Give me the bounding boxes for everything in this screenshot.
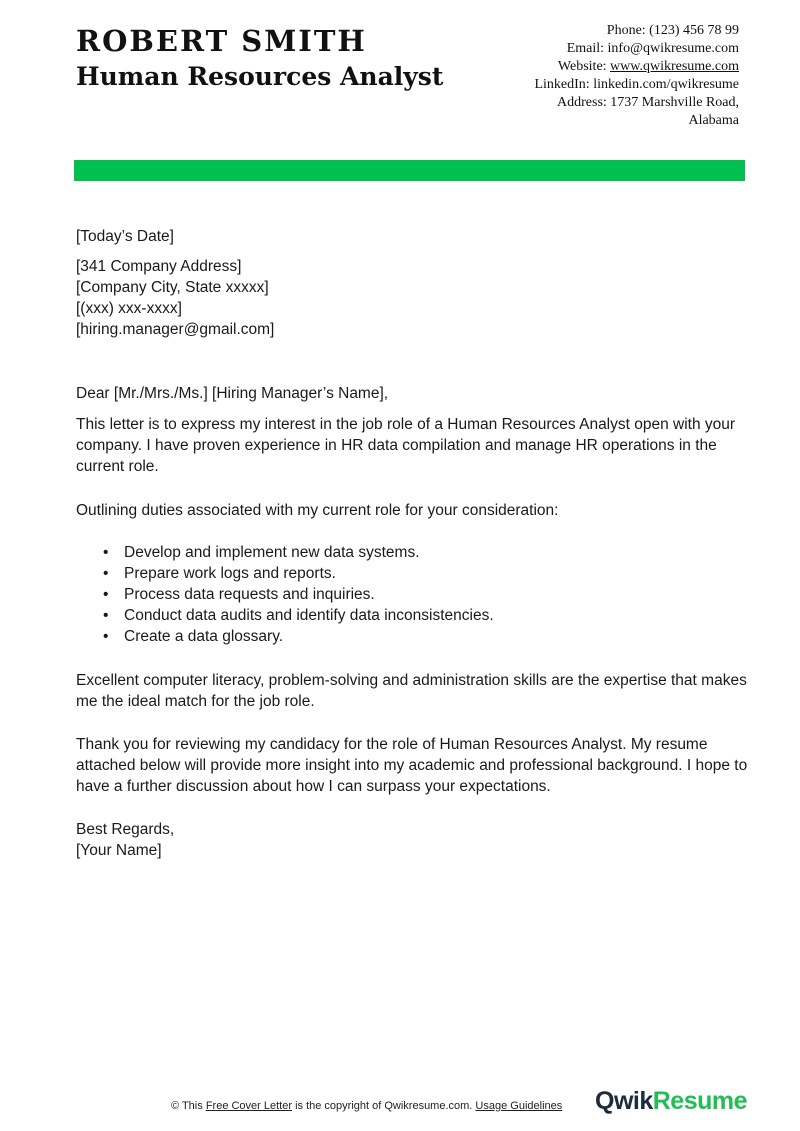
address-line1: Address: 1737 Marshville Road, <box>557 95 739 110</box>
address-line2: Alabama <box>688 113 739 128</box>
linkedin: LinkedIn: linkedin.com/qwikresume <box>534 77 739 92</box>
salutation: Dear [Mr./Mrs./Ms.] [Hiring Manager’s Name], <box>76 385 389 402</box>
paragraph-duties-intro: Outlining duties associated with my current role for your consideration: <box>76 502 559 519</box>
list-item: • Process data requests and inquiries. <box>76 584 756 605</box>
footer-text: is the copyright of Qwikresume.com. <box>292 1100 476 1112</box>
list-item: • Conduct data audits and identify data inconsistencies. <box>76 605 756 626</box>
usage-guidelines-link[interactable]: Usage Guidelines <box>475 1100 563 1112</box>
letter-date: [Today’s Date] <box>76 228 174 245</box>
recipient-line: [(xxx) xxx-xxxx] <box>76 300 182 317</box>
paragraph-intro: This letter is to express my interest in the job role of a Human Resources Analyst open with your company. I have proven experience in HR data compilation and manage HR operations in the current role. <box>76 416 736 475</box>
recipient-line: [Company City, State xxxxx] <box>76 279 269 296</box>
duties-list <box>76 542 756 647</box>
copyright-footer <box>171 1100 562 1112</box>
email: Email: info@qwikresume.com <box>566 41 739 56</box>
candidate-name: ROBERT SMITH <box>76 24 367 58</box>
phone: Phone: (123) 456 78 99 <box>606 23 739 38</box>
free-cover-letter-link[interactable]: Free Cover Letter <box>205 1100 293 1112</box>
signature: [Your Name] <box>76 842 162 859</box>
recipient-line: [hiring.manager@gmail.com] <box>76 321 275 338</box>
list-item: • Develop and implement new data systems. <box>76 542 756 563</box>
website-label: Website: <box>557 59 611 74</box>
list-item: • Prepare work logs and reports. <box>76 563 756 584</box>
paragraph-skills: Excellent computer literacy, problem-solving and administration skills are the expertise that makes me the ideal match for the job role. <box>76 672 747 710</box>
job-title: Human Resources Analyst <box>76 62 444 91</box>
paragraph-closing: Thank you for reviewing my candidacy for the role of Human Resources Analyst. My resume attached below will provide more insight into my academic and professional background. I hope to have a further discussion about how I can surpass your expectations. <box>76 736 748 795</box>
logo-part1: Qwik <box>595 1087 653 1115</box>
recipient-block <box>76 256 756 340</box>
website-link[interactable]: www.qwikresume.com <box>610 59 739 74</box>
website-line <box>534 58 739 76</box>
closing: Best Regards, <box>76 821 175 838</box>
accent-divider <box>74 160 745 181</box>
qwikresume-logo <box>595 1087 747 1116</box>
footer-text: © This <box>171 1100 206 1112</box>
recipient-line: [341 Company Address] <box>76 258 242 275</box>
list-item: • Create a data glossary. <box>76 626 756 647</box>
contact-block <box>534 22 739 130</box>
logo-part2: Resume <box>652 1087 748 1115</box>
